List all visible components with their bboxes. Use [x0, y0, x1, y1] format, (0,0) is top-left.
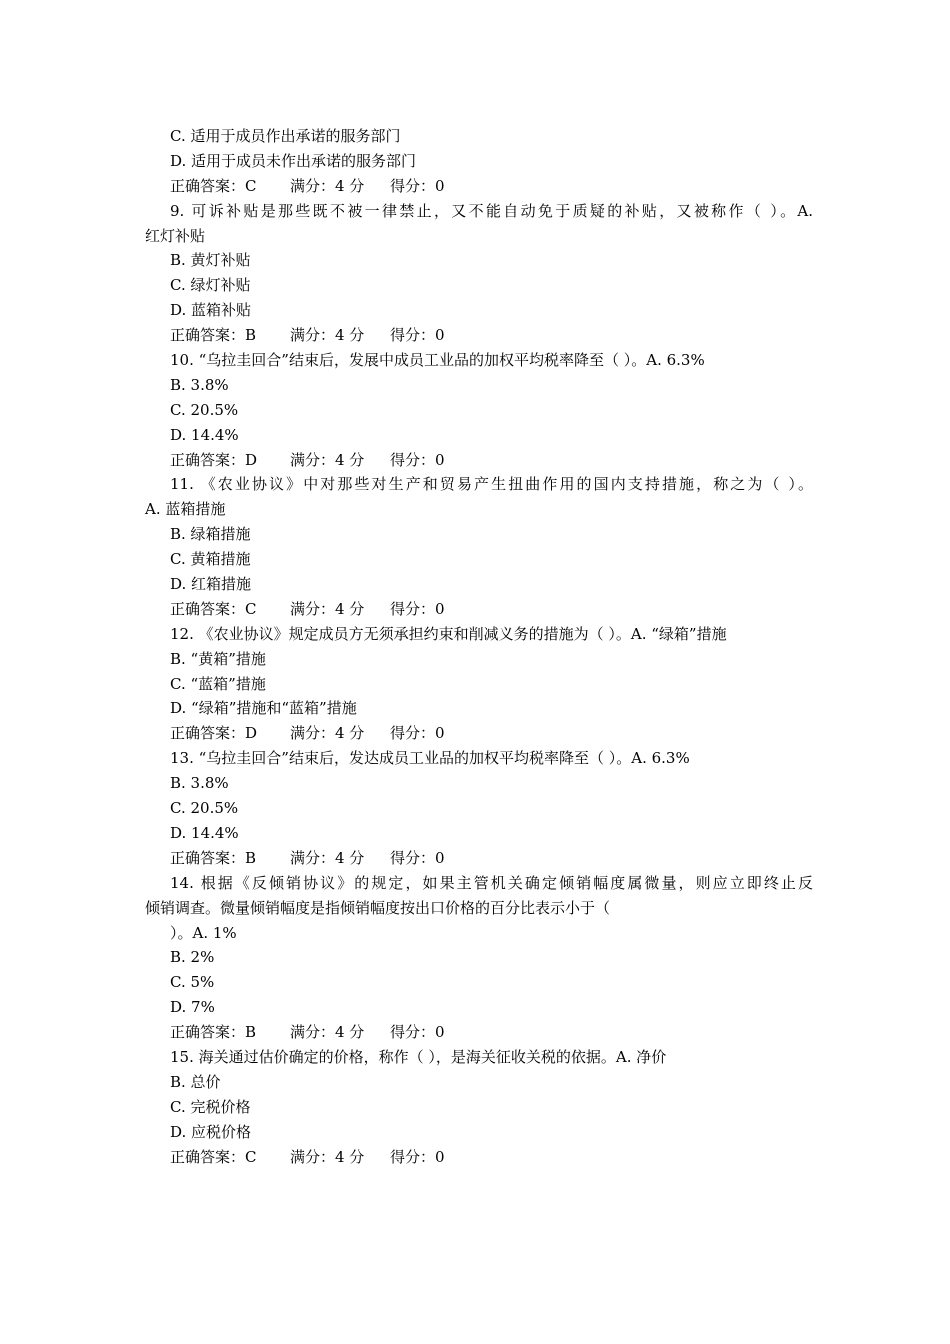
answer-line — [145, 174, 813, 199]
text-line: C. 适用于成员作出承诺的服务部门 — [170, 127, 401, 145]
correct-answer: 正确答案：C — [170, 1147, 257, 1166]
answer-line — [145, 1145, 813, 1170]
full-score: 满分：4 分 — [290, 450, 365, 469]
text-line: D. 14.4% — [170, 823, 239, 842]
text-line: 12. 《农业协议》规定成员方无须承担约束和削减义务的措施为（ ）。A. “绿箱”措施 — [170, 624, 727, 643]
text-line: B. 绿箱措施 — [170, 525, 251, 544]
full-score: 满分：4 分 — [290, 724, 365, 743]
correct-answer: 正确答案：B — [170, 326, 257, 345]
answer-line — [145, 597, 813, 622]
text-line: D. “绿箱”措施和“蓝箱”措施 — [170, 699, 357, 718]
full-score: 满分：4 分 — [290, 1147, 365, 1166]
obtained-score: 得分：0 — [390, 326, 445, 345]
correct-answer: 正确答案：D — [170, 724, 258, 743]
answer-line — [145, 323, 813, 348]
full-score: 满分：4 分 — [290, 599, 365, 618]
answer-line — [145, 448, 813, 473]
text-line: 9. 可诉补贴是那些既不被一律禁止，又不能自动免于质疑的补贴，又被称作（ ）。A. — [170, 201, 813, 220]
text-line: C. 5% — [170, 973, 215, 992]
text-line: D. 蓝箱补贴 — [170, 301, 252, 320]
text-line: 13. “乌拉圭回合”结束后，发达成员工业品的加权平均税率降至（ ）。A. 6.3% — [170, 749, 690, 768]
text-line: C. “蓝箱”措施 — [170, 674, 266, 693]
full-score: 满分：4 分 — [290, 326, 365, 345]
obtained-score: 得分：0 — [390, 724, 445, 743]
correct-answer: 正确答案：D — [170, 450, 258, 469]
answer-line — [145, 846, 813, 871]
text-line: D. 应税价格 — [170, 1122, 252, 1141]
obtained-score: 得分：0 — [390, 599, 445, 618]
quiz-content — [145, 124, 813, 1169]
text-line: A. 蓝箱措施 — [145, 500, 226, 519]
text-line: 10. “乌拉圭回合”结束后，发展中成员工业品的加权平均税率降至（ ）。A. 6.3% — [170, 351, 705, 370]
text-line: D. 红箱措施 — [170, 575, 252, 594]
obtained-score: 得分：0 — [390, 176, 445, 195]
text-line: C. 黄箱措施 — [170, 550, 251, 569]
full-score: 满分：4 分 — [290, 176, 365, 195]
text-line: C. 20.5% — [170, 400, 239, 419]
obtained-score: 得分：0 — [390, 848, 445, 867]
text-line: D. 适用于成员未作出承诺的服务部门 — [170, 151, 417, 170]
obtained-score: 得分：0 — [390, 1147, 445, 1166]
text-line: C. 20.5% — [170, 799, 239, 818]
obtained-score: 得分：0 — [390, 1023, 445, 1042]
text-line: C. 绿灯补贴 — [170, 276, 251, 295]
text-line: 14. 根据《反倾销协议》的规定，如果主管机关确定倾销幅度属微量，则应立即终止反 — [170, 873, 813, 892]
correct-answer: 正确答案：B — [170, 848, 257, 867]
full-score: 满分：4 分 — [290, 848, 365, 867]
text-line: D. 14.4% — [170, 425, 239, 444]
text-line: B. “黄箱”措施 — [170, 649, 266, 668]
obtained-score: 得分：0 — [390, 450, 445, 469]
correct-answer: 正确答案：C — [170, 599, 257, 618]
text-line: B. 2% — [170, 948, 215, 967]
text-line: 红灯补贴 — [145, 226, 206, 245]
full-score: 满分：4 分 — [290, 1023, 365, 1042]
text-line: 11. 《农业协议》中对那些对生产和贸易产生扭曲作用的国内支持措施，称之为（ ）。 — [170, 475, 813, 494]
text-line: B. 3.8% — [170, 375, 229, 394]
text-line: 倾销调查。微量倾销幅度是指倾销幅度按出口价格的百分比表示小于（ — [145, 898, 611, 917]
answer-line — [145, 1020, 813, 1045]
text-line: 15. 海关通过估价确定的价格，称作（ ），是海关征收关税的依据。A. 净价 — [170, 1047, 667, 1066]
text-line: B. 3.8% — [170, 774, 229, 793]
text-line: ）。A. 1% — [170, 923, 237, 942]
correct-answer: 正确答案：B — [170, 1023, 257, 1042]
answer-line — [145, 721, 813, 746]
text-line: C. 完税价格 — [170, 1097, 251, 1116]
correct-answer: 正确答案：C — [170, 176, 257, 195]
text-line: B. 总价 — [170, 1072, 221, 1091]
text-line: B. 黄灯补贴 — [170, 251, 251, 270]
text-line: D. 7% — [170, 998, 215, 1017]
